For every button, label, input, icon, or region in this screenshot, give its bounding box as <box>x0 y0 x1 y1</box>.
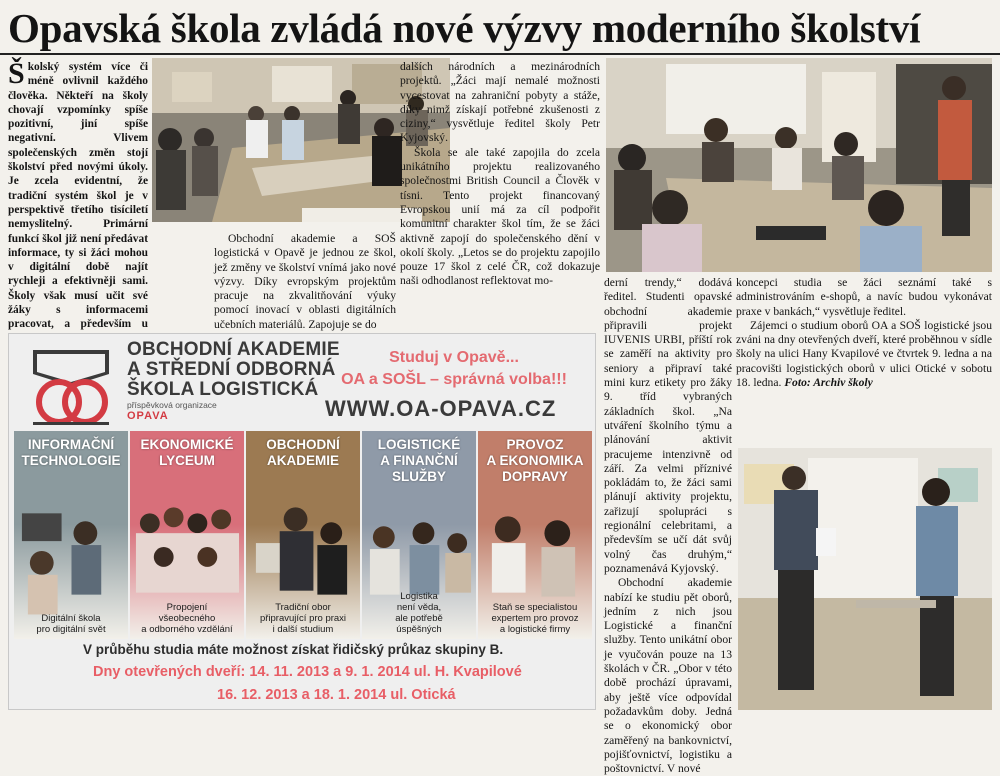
program-tile-logistics[interactable] <box>362 431 476 639</box>
presentation-photo <box>738 448 992 710</box>
ad-slogan <box>319 347 589 391</box>
school-logo-icon <box>29 344 113 428</box>
headline-rule <box>0 53 1000 55</box>
program-name <box>130 437 244 469</box>
tagline-line: Staň se specialistou <box>492 602 578 613</box>
col3-paragraph-2: Škola se ale také zapojila do zcela unikátního projektu realizovaného společnostmi British Council a Člověk v tísni. Tento projekt financovaný Evropskou unií má za cíl podpořit komunitní charakter škol tím, že se žáci aktivně zapojí do společenského dění v okolí školy. „Letos se do projektu zapojilo pouze 17 škol z celé ČR, což dokazuje naši odhodlanost reflektovat mo- <box>400 145 600 288</box>
tagline-line: i další studium <box>272 624 334 635</box>
tagline-line: Tradiční obor <box>275 602 331 613</box>
tagline-line: úspěšných <box>396 624 442 635</box>
program-name-line: A EKONOMIKA <box>486 453 584 468</box>
program-tile-lyceum[interactable] <box>130 431 244 639</box>
students-illustration <box>14 493 128 613</box>
tagline-line: Propojení <box>166 602 208 613</box>
photo-credit: Foto: Archiv školy <box>784 376 873 390</box>
program-name <box>14 437 128 469</box>
col4-paragraph-1: derní trendy,“ dodává ředitel. Studenti opavské obchodní akademie připravili projekt IUVENIS URBI, příští rok se zaměří na aktivity pro seniory a připraví také mini kurz etikety pro žáky 9. tříd vybraných základních škol. „Na utváření školního týmu a plánování aktivit pracujeme intenzivně od září. Za velmi příznivé pokládám to, že žáci sami plánují aktivity projektu, zařizují spolupráci s regionální celebritami, a především se učí dát svůj volný čas druhým,“ poznamenává Kyjovský. <box>604 276 732 575</box>
article-column-2 <box>214 232 396 332</box>
col4-paragraph-2: Obchodní akademie nabízí ke studiu pět oborů, jedním z nich jsou Logistické a finanční služby. Tento unikátní obor je vyučován pouze na 13 školách v ČR. „Obor v této době prochází úpravami, aby ještě více odpovídal požadavkům doby. Jedná se o ekonomický obor zaměřený na bankovnictví, pojišťovnictví, logistiku a poštovnictví. V nové <box>604 576 732 776</box>
ad-open-days-2: 16. 12. 2013 a 18. 1. 2014 ul. Otická <box>217 687 456 703</box>
program-name-line: LYCEUM <box>159 453 215 468</box>
tagline-line: expertem pro provoz <box>491 613 579 624</box>
program-name-line: SLUŽBY <box>392 469 446 484</box>
article-column-3 <box>400 60 600 330</box>
presentation-illustration <box>738 448 992 710</box>
teacher-classroom-illustration <box>606 58 992 272</box>
lead-dropcap: Š <box>8 57 25 90</box>
program-name-line: EKONOMICKÉ <box>140 437 234 452</box>
article-column-5 <box>736 276 992 436</box>
program-name-line: INFORMAČNÍ <box>27 437 115 452</box>
school-advertisement <box>8 333 596 710</box>
teacher-classroom-photo <box>606 58 992 272</box>
tagline-line: Digitální škola <box>41 613 101 624</box>
program-tagline <box>478 602 592 635</box>
students-illustration <box>478 493 592 613</box>
program-name-line: DOPRAVY <box>502 469 568 484</box>
col5-paragraph-1: koncepci studia se žáci seznámí také s administrováním e-shopů, a navíc budou vykonávat praxe v bankách,“ vysvětluje ředitel. <box>736 276 992 318</box>
tagline-line: a odborného vzdělání <box>141 624 233 635</box>
program-tile-business[interactable] <box>246 431 360 639</box>
students-illustration <box>130 493 244 613</box>
program-name-line: A FINANČNÍ <box>380 453 458 468</box>
lead-paragraph <box>8 57 148 331</box>
students-illustration <box>246 493 360 613</box>
tagline-line: ale potřebě <box>395 613 443 624</box>
ad-org-type: příspěvková organizace <box>127 400 217 410</box>
program-name <box>362 437 476 485</box>
program-tagline <box>130 602 244 635</box>
program-name-line: LOGISTICKÉ <box>377 437 461 452</box>
program-name-line: AKADEMIE <box>266 453 339 468</box>
program-tagline <box>246 602 360 635</box>
ad-school-line-3: ŠKOLA LOGISTICKÁ <box>127 379 319 400</box>
ad-school-line-1: OBCHODNÍ AKADEMIE <box>127 339 340 360</box>
program-name-line: OBCHODNÍ <box>266 437 340 452</box>
ad-slogan-line-1: Studuj v Opavě... <box>389 349 519 366</box>
article-column-4 <box>604 276 732 776</box>
program-name <box>246 437 360 469</box>
study-programs <box>14 431 592 639</box>
program-name <box>478 437 592 485</box>
program-name-line: TECHNOLOGIE <box>21 453 121 468</box>
col5-paragraph-2 <box>736 319 992 390</box>
ad-school-name <box>127 340 340 400</box>
program-tile-it[interactable] <box>14 431 128 639</box>
article-headline: Opavská škola zvládá nové výzvy moderního školství <box>8 5 921 51</box>
tagline-line: všeobecného <box>158 613 216 624</box>
tagline-line: připravující pro praxi <box>259 613 347 624</box>
program-tile-transport[interactable] <box>478 431 592 639</box>
col3-paragraph-1: dalších národních a mezinárodních projektů. „Žáci mají nemalé možnosti vycestovat na zahraniční pobyty a stáže, díky nimž získají potřebné zkušenosti z ciziny,“ vysvětluje ředitel školy Petr Kyjovský. <box>400 60 600 145</box>
tagline-line: Logistika <box>400 591 438 602</box>
tagline-line: pro digitální svět <box>36 624 106 635</box>
col5-paragraph-2-text: Zájemci o studium oborů OA a SOŠ logistické jsou zváni na dny otevřených dveří, které proběhnou v sídle školy na ulici Hany Kvapilové ve čtvrtek 9. ledna a na pracovišti logistických oborů v ulici Otické v sobotu 18. ledna. <box>736 318 992 390</box>
tagline-line: a logistické firmy <box>499 624 571 635</box>
tagline-line: není věda, <box>396 602 442 613</box>
lead-text: kolský systém více či méně ovlivnil každého člověka. Někteří na školy chovají vzpomínky spíše pozitivní, jiní spíše negativní. Vlivem společenských změn stojí školství před novými úkoly. Je zcela evidentní, že tradiční systém škol je v perspektivě třetího tisíciletí nemyslitelný. Primární funkcí škol již není předávat informace, ty si žáci mohou v digitální době najít rychleji a efektivněji sami. Školy však musí učit své žáky s informacemi pracovat, a především u <box>8 61 148 331</box>
ad-slogan-line-2: OA a SOŠL – správná volba!!! <box>341 371 567 388</box>
ad-website-link[interactable]: WWW.OA-OPAVA.CZ <box>325 396 557 421</box>
program-tagline <box>14 613 128 635</box>
program-name-line: PROVOZ <box>506 437 564 452</box>
ad-school-line-2: A STŘEDNÍ ODBORNÁ <box>127 359 336 380</box>
ad-city: OPAVA <box>127 410 169 422</box>
col2-paragraph: Obchodní akademie a SOŠ logistická v Opavě je jednou ze škol, jež změny ve školství vnímá jako nové výzvy. Díky evropským projektům pracuje na zkvalitňování výuky pomocí inovací v oblasti digitálních učebních materiálů. Zapojuje se do <box>214 232 396 331</box>
ad-open-days-1: Dny otevřených dveří: 14. 11. 2013 a 9. 1. 2014 ul. H. Kvapilové <box>93 664 522 680</box>
program-tagline <box>362 591 476 635</box>
ad-driving-license-note: V průběhu studia máte možnost získat řidičský průkaz skupiny B. <box>83 642 504 657</box>
